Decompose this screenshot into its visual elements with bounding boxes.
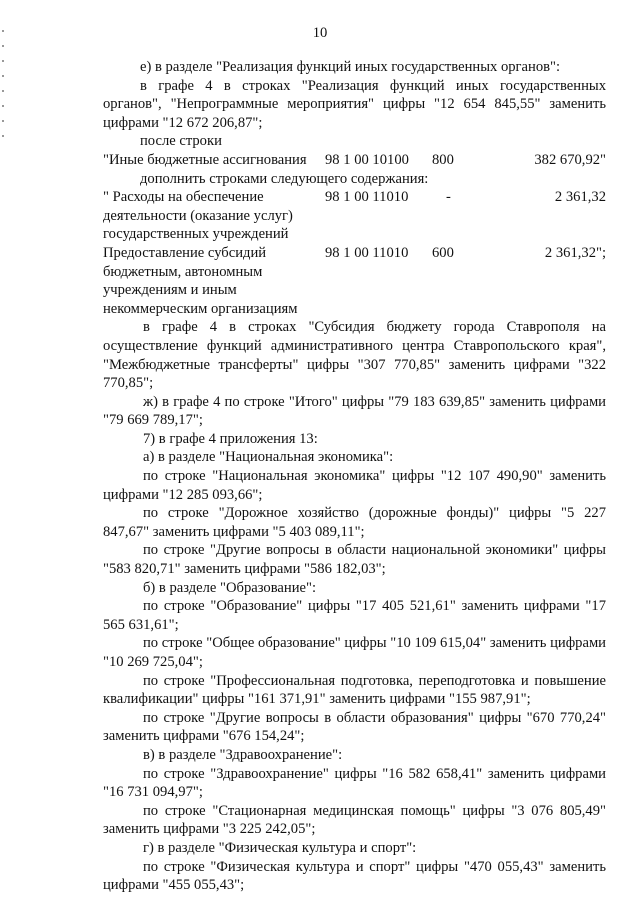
paragraph: по строке "Другие вопросы в области образования" цифры "670 770,24" заменить цифрами "676 154,24"; (103, 709, 606, 745)
paragraph: по строке "Стационарная медицинская помощь" цифры "3 076 805,49" заменить цифрами "3 225 242,05"; (103, 802, 606, 838)
row-type: 600 (432, 244, 454, 261)
row-code: 98 1 00 10100 (325, 151, 409, 168)
row-amount: 2 361,32 (554, 189, 606, 206)
page-number: 10 (312, 25, 328, 41)
row-amount: 382 670,92" (534, 151, 606, 168)
row-name: Предоставление субсидий бюджетным, автономным учреждениям и иным некоммерческим организациям (103, 244, 298, 317)
paragraph: по строке "Общее образование" цифры "10 109 615,04" заменить цифрами "10 269 725,04"; (103, 635, 606, 670)
row-amount: 2 361,32"; (544, 244, 606, 261)
paragraph: а) в разделе "Национальная экономика": (143, 449, 394, 466)
paragraph: е) в разделе "Реализация функций иных государственных органов": (140, 59, 561, 75)
row-code: 98 1 00 11010 (325, 244, 409, 261)
row-name: " Расходы на обеспечение деятельности (оказание услуг) государственных учреждений (103, 189, 293, 243)
row-type: 800 (432, 151, 454, 168)
paragraph: по строке "Профессиональная подготовка, переподготовка и повышение квалификации" цифры "161 371,91" заменить цифрами "155 987,91"; (103, 672, 606, 708)
paragraph: после строки (140, 133, 222, 150)
paragraph: по строке "Дорожное хозяйство (дорожные фонды)" цифры "5 227 847,67" заменить цифрами "5 403 089,11"; (103, 505, 606, 540)
paragraph: в) в разделе "Здравоохранение": (143, 746, 343, 763)
paragraph: в графе 4 в строках "Реализация функций иных государственных органов", "Непрограммные мероприятия" цифры "12 654 845,55" заменить цифрами "12 672 206,87"; (103, 77, 606, 131)
paragraph: 7) в графе 4 приложения 13: (143, 430, 318, 447)
budget-row-table (103, 151, 606, 318)
row-type: - (446, 189, 451, 206)
table-row (103, 244, 606, 318)
paragraph: г) в разделе "Физическая культура и спорт": (143, 839, 417, 856)
paragraph: по строке "Физическая культура и спорт" цифры "470 055,43" заменить цифрами "455 055,43"; (103, 858, 606, 894)
paragraph: в графе 4 в строках "Субсидия бюджету города Ставрополя на осуществление функций административного центра Ставропольского края", "Межбюджетные трансферты" цифры "307 770,85" заменить цифрами "322 770,85"; (103, 319, 606, 392)
paragraph: ж) в графе 4 по строке "Итого" цифры "79 183 639,85" заменить цифрами "79 669 789,17"; (103, 393, 606, 429)
row-name: "Иные бюджетные ассигнования (103, 151, 307, 168)
scan-margin-marks (2, 30, 5, 150)
table-row (103, 170, 606, 189)
paragraph: по строке "Национальная экономика" цифры "12 107 490,90" заменить цифрами "12 285 093,66"; (103, 468, 606, 503)
paragraph: по строке "Другие вопросы в области национальной экономики" цифры "583 820,71" заменить цифрами "586 182,03"; (103, 542, 606, 578)
row-code: 98 1 00 11010 (325, 189, 409, 206)
document-body (103, 58, 606, 895)
paragraph: по строке "Здравоохранение" цифры "16 582 658,41" заменить цифрами "16 731 094,97"; (103, 765, 606, 801)
paragraph: б) в разделе "Образование": (143, 579, 317, 596)
paragraph: по строке "Образование" цифры "17 405 521,61" заменить цифрами "17 565 631,61"; (103, 598, 606, 633)
add-rows-text: дополнить строками следующего содержания: (140, 170, 429, 187)
table-row (103, 188, 606, 244)
table-row (103, 151, 606, 170)
